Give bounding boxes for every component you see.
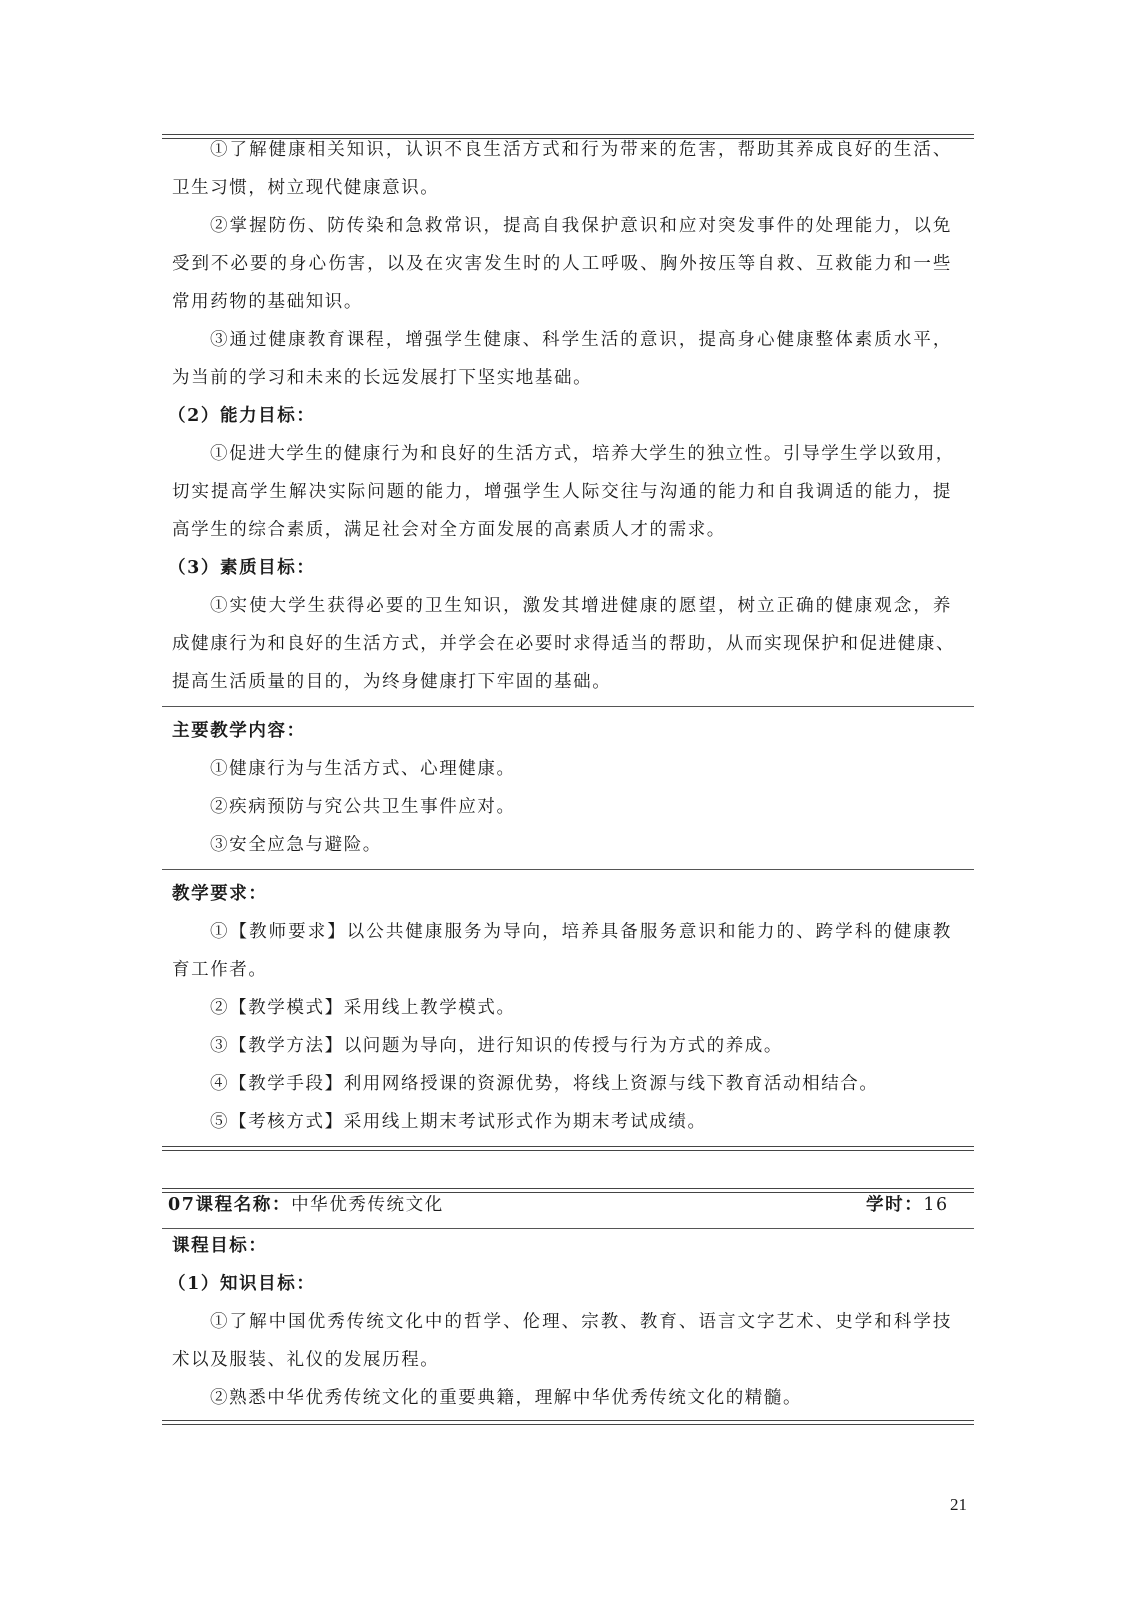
table-border-top [162, 1188, 974, 1193]
ability-item-line-1: ①促进大学生的健康行为和良好的生活方式，培养大学生的独立性。引导学生学以致用， [210, 444, 955, 464]
knowledge-item-1-line-1: ①了解健康相关知识，认识不良生活方式和行为带来的危害，帮助其养成良好的生活、 [210, 140, 952, 160]
hours-value: 16 [923, 1195, 949, 1215]
knowledge-item-2-line-3: 常用药物的基础知识。 [172, 292, 363, 312]
knowledge-item-2-line-2: 受到不必要的身心伤害，以及在灾害发生时的人工呼吸、胸外按压等自救、互救能力和一些 [172, 254, 952, 274]
content-item-2: ②疾病预防与究公共卫生事件应对。 [210, 797, 516, 817]
culture-knowledge-item-1-line-1: ①了解中国优秀传统文化中的哲学、伦理、宗教、教育、语言文字艺术、史学和科学技 [210, 1312, 952, 1332]
requirements-item-3: ③【教学方法】以问题为导向，进行知识的传授与行为方式的养成。 [210, 1036, 783, 1056]
course-label: 07课程名称： [168, 1195, 292, 1215]
requirements-heading: 教学要求： [172, 884, 268, 904]
quality-item-line-3: 提高生活质量的目的，为终身健康打下牢固的基础。 [172, 672, 612, 692]
requirements-item-2: ②【教学模式】采用线上教学模式。 [210, 998, 516, 1018]
culture-knowledge-item-1-line-2: 术以及服装、礼仪的发展历程。 [172, 1350, 440, 1370]
culture-knowledge-item-2: ②熟悉中华优秀传统文化的重要典籍，理解中华优秀传统文化的精髓。 [210, 1388, 803, 1408]
requirements-item-1-line-1: ①【教师要求】以公共健康服务为导向，培养具备服务意识和能力的、跨学科的健康教 [210, 922, 952, 942]
knowledge-item-1-line-2: 卫生习惯，树立现代健康意识。 [172, 178, 440, 198]
requirements-item-5: ⑤【考核方式】采用线上期末考试形式作为期末考试成绩。 [210, 1112, 707, 1132]
content-heading: 主要教学内容： [172, 721, 306, 741]
ability-item-line-2: 切实提高学生解决实际问题的能力，增强学生人际交往与沟通的能力和自我调适的能力，提 [172, 482, 952, 502]
content-item-1: ①健康行为与生活方式、心理健康。 [210, 759, 516, 779]
table-divider [162, 869, 974, 870]
table-border-bottom [162, 1420, 974, 1425]
course-name: 中华优秀传统文化 [291, 1195, 444, 1215]
knowledge-item-2-line-1: ②掌握防伤、防传染和急救常识，提高自我保护意识和应对突发事件的处理能力，以免 [210, 216, 952, 236]
table-divider [162, 706, 974, 707]
table-divider [162, 1228, 974, 1229]
knowledge-item-3-line-1: ③通过健康教育课程，增强学生健康、科学生活的意识，提高身心健康整体素质水平， [210, 330, 952, 350]
quality-item-line-1: ①实使大学生获得必要的卫生知识，激发其增进健康的愿望，树立正确的健康观念，养 [210, 596, 952, 616]
quality-heading: （3）素质目标： [168, 558, 316, 578]
ability-item-line-3: 高学生的综合素质，满足社会对全方面发展的高素质人才的需求。 [172, 520, 726, 540]
knowledge-item-3-line-2: 为当前的学习和未来的长远发展打下坚实地基础。 [172, 368, 593, 388]
knowledge-heading: （1）知识目标： [168, 1274, 316, 1294]
ability-heading: （2）能力目标： [168, 406, 316, 426]
requirements-item-4: ④【教学手段】利用网络授课的资源优势，将线上资源与线下教育活动相结合。 [210, 1074, 879, 1094]
goals-heading: 课程目标： [172, 1236, 268, 1256]
requirements-item-1-line-2: 育工作者。 [172, 960, 268, 980]
table-border-bottom [162, 1146, 974, 1151]
course-title [168, 1194, 968, 1216]
quality-item-line-2: 成健康行为和良好的生活方式，并学会在必要时求得适当的帮助，从而实现保护和促进健康、 [172, 634, 956, 654]
page-number: 21 [950, 1495, 967, 1514]
course-hours [866, 1194, 949, 1216]
hours-label: 学时： [866, 1195, 924, 1215]
content-item-3: ③安全应急与避险。 [210, 835, 382, 855]
